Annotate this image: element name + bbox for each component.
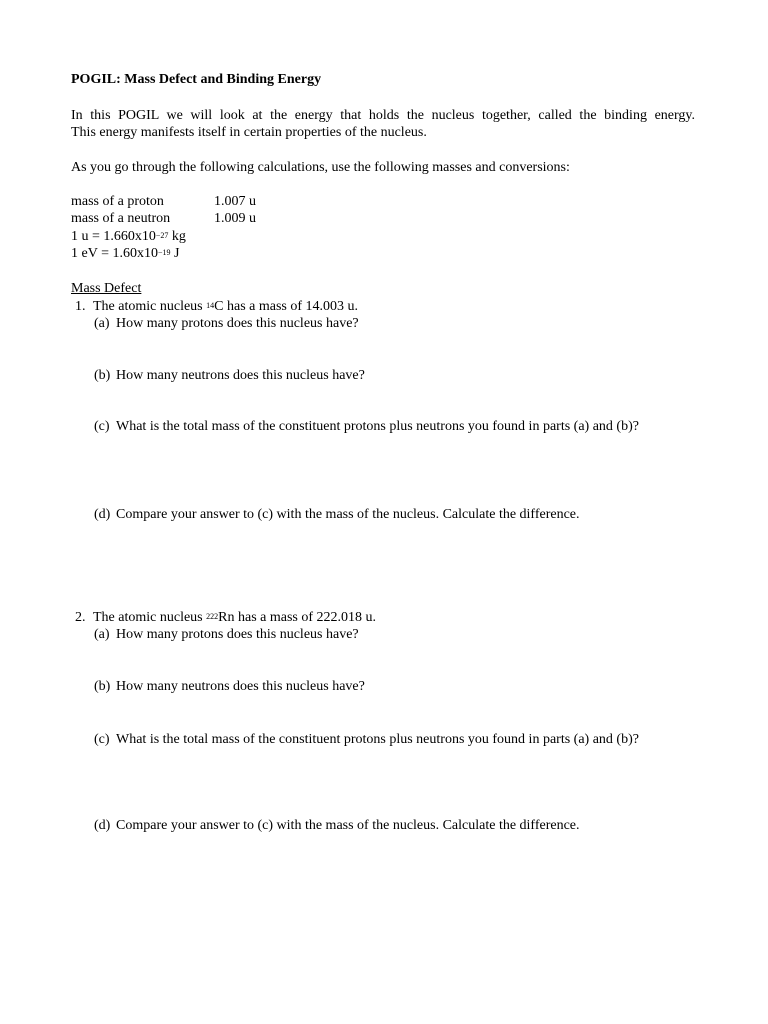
question-number: 1. bbox=[75, 299, 86, 314]
u-conversion-prefix: 1 u = 1.660x10 bbox=[71, 229, 156, 244]
element-symbol: C bbox=[214, 299, 224, 314]
question-number: 2. bbox=[75, 610, 86, 625]
neutron-value: 1.009 u bbox=[214, 211, 256, 226]
part-label: (c) bbox=[94, 419, 110, 434]
isotope-mass-number: 14 bbox=[206, 301, 215, 310]
intro-line-2: This energy manifests itself in certain properties of the nucleus. bbox=[71, 125, 427, 140]
question-2-part-b bbox=[94, 678, 365, 695]
neutron-label: mass of a neutron bbox=[71, 211, 171, 226]
u-conversion-exponent: −27 bbox=[155, 231, 169, 240]
conversion-u-kg bbox=[71, 228, 186, 245]
ev-conversion-prefix: 1 eV = 1.60x10 bbox=[71, 246, 158, 261]
part-text: What is the total mass of the constituent protons plus neutrons you found in parts (a) and (b)? bbox=[116, 732, 639, 747]
part-text: How many neutrons does this nucleus have? bbox=[116, 368, 365, 383]
part-label: (b) bbox=[94, 368, 111, 383]
question-1 bbox=[75, 298, 358, 315]
element-symbol: Rn bbox=[218, 610, 235, 625]
constant-neutron bbox=[71, 210, 256, 227]
question-1-part-d bbox=[94, 506, 580, 523]
part-text: How many protons does this nucleus have? bbox=[116, 627, 359, 642]
part-label: (c) bbox=[94, 732, 110, 747]
question-1-part-a bbox=[94, 315, 359, 332]
u-conversion-suffix: kg bbox=[168, 229, 186, 244]
part-text: Compare your answer to (c) with the mass of the nucleus. Calculate the difference. bbox=[116, 507, 580, 522]
instructions-text: As you go through the following calculations, use the following masses and conversions: bbox=[71, 160, 570, 175]
part-text: What is the total mass of the constituent protons plus neutrons you found in parts (a) and (b)? bbox=[116, 419, 639, 434]
question-suffix: has a mass of 222.018 u. bbox=[234, 610, 377, 625]
question-suffix: has a mass of 14.003 u. bbox=[223, 299, 359, 314]
page-title: POGIL: Mass Defect and Binding Energy bbox=[71, 72, 322, 87]
question-1-part-b bbox=[94, 367, 365, 384]
ev-conversion-suffix: J bbox=[170, 246, 180, 261]
question-2-part-c bbox=[94, 731, 639, 748]
isotope-mass-number: 222 bbox=[206, 612, 219, 621]
part-label: (a) bbox=[94, 316, 110, 331]
question-prefix: The atomic nucleus bbox=[93, 610, 207, 625]
proton-value: 1.007 u bbox=[214, 194, 256, 209]
part-text: How many neutrons does this nucleus have? bbox=[116, 679, 365, 694]
question-2-part-a bbox=[94, 626, 359, 643]
conversion-ev-j bbox=[71, 245, 179, 262]
part-label: (d) bbox=[94, 507, 111, 522]
part-label: (b) bbox=[94, 679, 111, 694]
intro-line-1: In this POGIL we will look at the energy that holds the nucleus together, called the binding energy. bbox=[71, 108, 695, 123]
part-text: How many protons does this nucleus have? bbox=[116, 316, 359, 331]
constant-proton bbox=[71, 193, 256, 210]
part-label: (d) bbox=[94, 818, 111, 833]
question-2-part-d bbox=[94, 817, 580, 834]
question-1-part-c bbox=[94, 418, 639, 435]
ev-conversion-exponent: −19 bbox=[157, 248, 171, 257]
question-2 bbox=[75, 609, 376, 626]
part-text: Compare your answer to (c) with the mass of the nucleus. Calculate the difference. bbox=[116, 818, 580, 833]
section-heading: Mass Defect bbox=[71, 281, 142, 296]
part-label: (a) bbox=[94, 627, 110, 642]
question-prefix: The atomic nucleus bbox=[93, 299, 207, 314]
proton-label: mass of a proton bbox=[71, 194, 164, 209]
